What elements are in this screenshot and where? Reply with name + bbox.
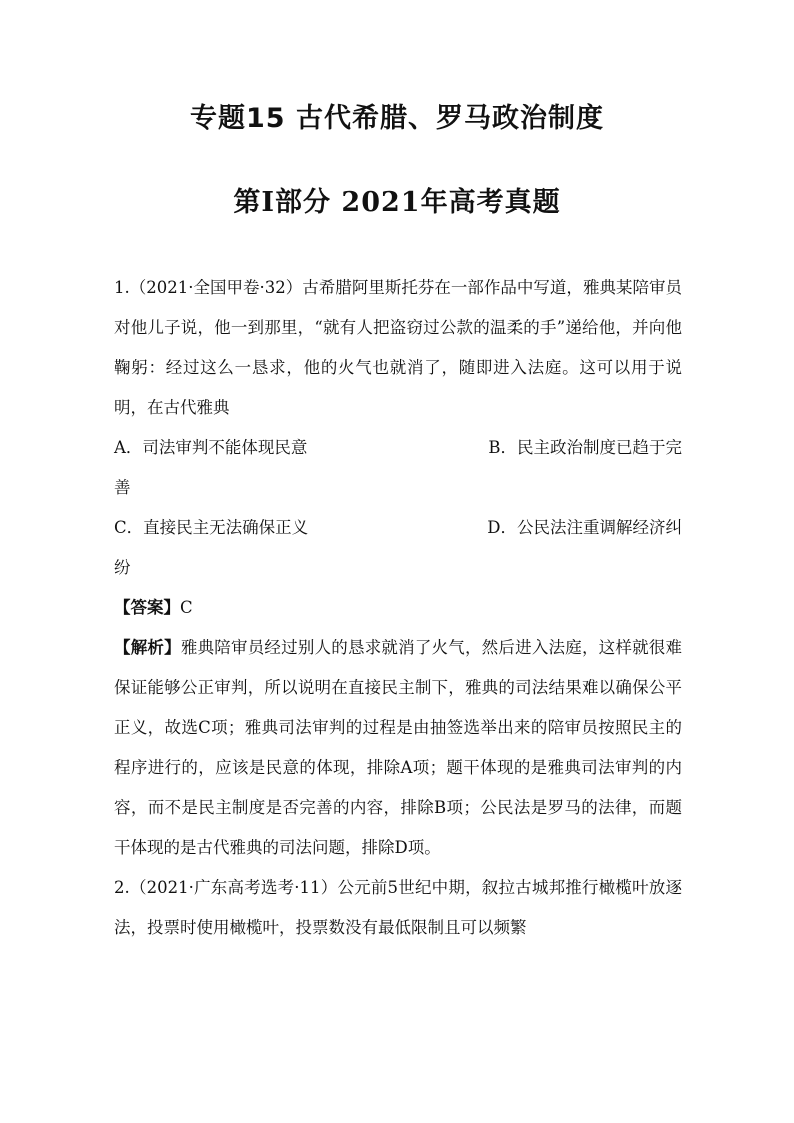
answer-value: C [180,598,193,617]
answer-label: 【答案】 [114,598,180,617]
option-d: D．公民法注重调解经济纠 [487,518,682,537]
document-body [114,268,682,948]
option-d-continued: 纷 [114,558,131,577]
option-b-continued: 善 [114,478,131,497]
section-subtitle: 第Ⅰ部分 2021年高考真题 [233,187,561,218]
option-b: B．民主政治制度已趋于完 [488,438,682,457]
question-2-stem: 2.（2021·广东高考选考·11）公元前5世纪中期，叙拉古城邦推行橄榄叶放逐法，投票时使用橄榄叶，投票数没有最低限制且可以频繁 [114,878,682,937]
analysis-text: 雅典陪审员经过别人的恳求就消了火气，然后进入法庭，这样就很难保证能够公正审判，所以说明在直接民主制下，雅典的司法结果难以确保公平正义，故选C项；雅典司法审判的过程是由抽签选举出来的陪审员按照民主的程序进行的，应该是民意的体现，排除A项；题干体现的是雅典司法审判的内容，而不是民主制度是否完善的内容，排除B项；公民法是罗马的法律，而题干体现的是古代雅典的司法问题，排除D项。 [114,638,683,857]
page-title: 专题15 古代希腊、罗马政治制度 [190,103,604,134]
analysis-label: 【解析】 [114,638,181,657]
options-row-cd [114,508,682,548]
options-row-ab [114,428,682,468]
option-a: A．司法审判不能体现民意 [114,438,308,457]
question-1-stem: 1.（2021·全国甲卷·32）古希腊阿里斯托芬在一部作品中写道，雅典某陪审员对他儿子说，他一到那里，“就有人把盗窃过公款的温柔的手”递给他，并向他鞠躬：经过这么一恳求，他的火气也就消了，随即进入法庭。这可以用于说明，在古代雅典 [114,278,682,417]
answer-line [114,588,682,628]
analysis-paragraph [114,628,682,868]
option-c: C．直接民主无法确保正义 [114,518,309,537]
